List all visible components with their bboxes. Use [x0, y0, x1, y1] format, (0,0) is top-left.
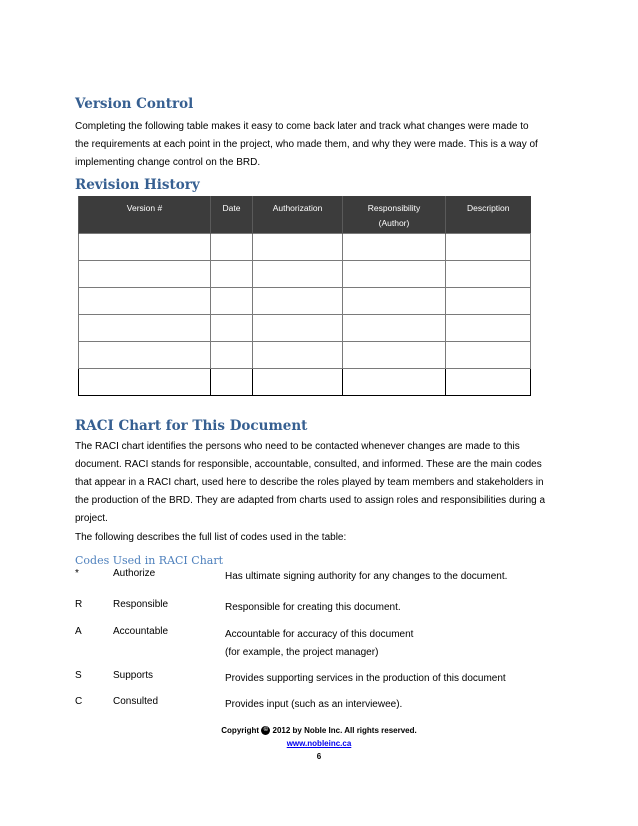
table-header-row: [79, 196, 531, 234]
code-letter: A: [75, 626, 82, 637]
column-header-version: Version #: [79, 196, 211, 234]
table-row: [79, 234, 531, 261]
version-control-text: [75, 118, 570, 172]
code-letter: *: [75, 568, 79, 579]
code-letter: S: [75, 670, 82, 681]
code-name: Authorize: [113, 568, 156, 579]
column-header-responsibility-label: Responsibility: [367, 203, 421, 213]
table-cell[interactable]: [446, 315, 531, 342]
code-description: Responsible for creating this document.: [225, 602, 401, 613]
code-description-line: (for example, the project manager): [225, 647, 379, 658]
table-cell[interactable]: [343, 234, 446, 261]
table-row: [79, 288, 531, 315]
text-line: project.: [75, 513, 108, 524]
table-cell[interactable]: [446, 369, 531, 396]
table-cell[interactable]: [79, 261, 211, 288]
table-cell[interactable]: [446, 288, 531, 315]
code-name: Supports: [113, 670, 154, 681]
table-cell[interactable]: [79, 288, 211, 315]
codes-intro: The following describes the full list of codes used in the table:: [75, 532, 347, 543]
revision-history-heading: Revision History: [75, 177, 200, 193]
website-link[interactable]: www.nobleinc.ca: [286, 739, 352, 748]
copyright-suffix: 2012 by Noble Inc. All rights reserved.: [272, 726, 417, 735]
copyright-icon: ©: [261, 726, 270, 735]
code-description: Provides input (such as an interviewee).: [225, 699, 403, 710]
table-cell[interactable]: [343, 369, 446, 396]
text-line: that appear in a RACI chart, used here to describe the roles played by team members and stakeholders in: [75, 477, 544, 488]
table-cell[interactable]: [343, 315, 446, 342]
text-line: the production of the BRD. They are adapted from charts used to assign roles and responsibilities during a: [75, 495, 546, 506]
text-line: Completing the following table makes it easy to come back later and track what changes were made to: [75, 121, 529, 132]
text-line: the requirements at each point in the project, who made them, and why they were made. This is a way of: [75, 139, 538, 150]
code-name: Accountable: [113, 626, 169, 637]
code-name: Consulted: [113, 696, 159, 707]
text-line: The RACI chart identifies the persons who need to be contacted whenever changes are made to this: [75, 441, 520, 452]
table-cell[interactable]: [343, 342, 446, 369]
raci-text: [75, 438, 570, 528]
table-row: [79, 342, 531, 369]
table-cell[interactable]: [211, 342, 253, 369]
copyright-prefix: Copyright: [221, 726, 260, 735]
table-cell[interactable]: [253, 261, 343, 288]
code-name: Responsible: [113, 599, 169, 610]
table-cell[interactable]: [79, 342, 211, 369]
text-line: implementing change control on the BRD.: [75, 157, 261, 168]
copyright-line: [0, 726, 638, 735]
column-header-responsibility: [343, 196, 446, 234]
codes-heading: Codes Used in RACI Chart: [75, 554, 224, 567]
table-cell[interactable]: [253, 369, 343, 396]
table-row: [79, 369, 531, 396]
code-description-line: Accountable for accuracy of this document: [225, 629, 414, 640]
table-cell[interactable]: [253, 315, 343, 342]
code-description: Provides supporting services in the production of this document: [225, 673, 506, 684]
table-cell[interactable]: [446, 261, 531, 288]
column-header-author-label: (Author): [378, 218, 410, 228]
table-cell[interactable]: [211, 369, 253, 396]
table-row: [79, 315, 531, 342]
code-description: Has ultimate signing authority for any changes to the document.: [225, 571, 508, 582]
code-letter: C: [75, 696, 83, 707]
page-number: 6: [316, 752, 322, 761]
table-cell[interactable]: [253, 288, 343, 315]
code-description: [225, 626, 413, 662]
table-cell[interactable]: [253, 342, 343, 369]
table-cell[interactable]: [343, 261, 446, 288]
text-line: document. RACI stands for responsible, accountable, consulted, and informed. These are the main codes: [75, 459, 542, 470]
version-control-heading: Version Control: [75, 96, 194, 112]
footer-link-line: [0, 739, 638, 748]
column-header-authorization: Authorization: [253, 196, 343, 234]
revision-history-table: [78, 196, 531, 396]
table-cell[interactable]: [211, 234, 253, 261]
column-header-description: Description: [446, 196, 531, 234]
table-row: [79, 261, 531, 288]
table-cell[interactable]: [211, 288, 253, 315]
table-cell[interactable]: [79, 315, 211, 342]
code-letter: R: [75, 599, 83, 610]
table-cell[interactable]: [211, 315, 253, 342]
table-cell[interactable]: [446, 342, 531, 369]
table-cell[interactable]: [446, 234, 531, 261]
table-cell[interactable]: [343, 288, 446, 315]
table-cell[interactable]: [79, 234, 211, 261]
table-cell[interactable]: [211, 261, 253, 288]
raci-heading: RACI Chart for This Document: [75, 418, 308, 434]
table-cell[interactable]: [253, 234, 343, 261]
table-cell[interactable]: [79, 369, 211, 396]
column-header-date: Date: [211, 196, 253, 234]
